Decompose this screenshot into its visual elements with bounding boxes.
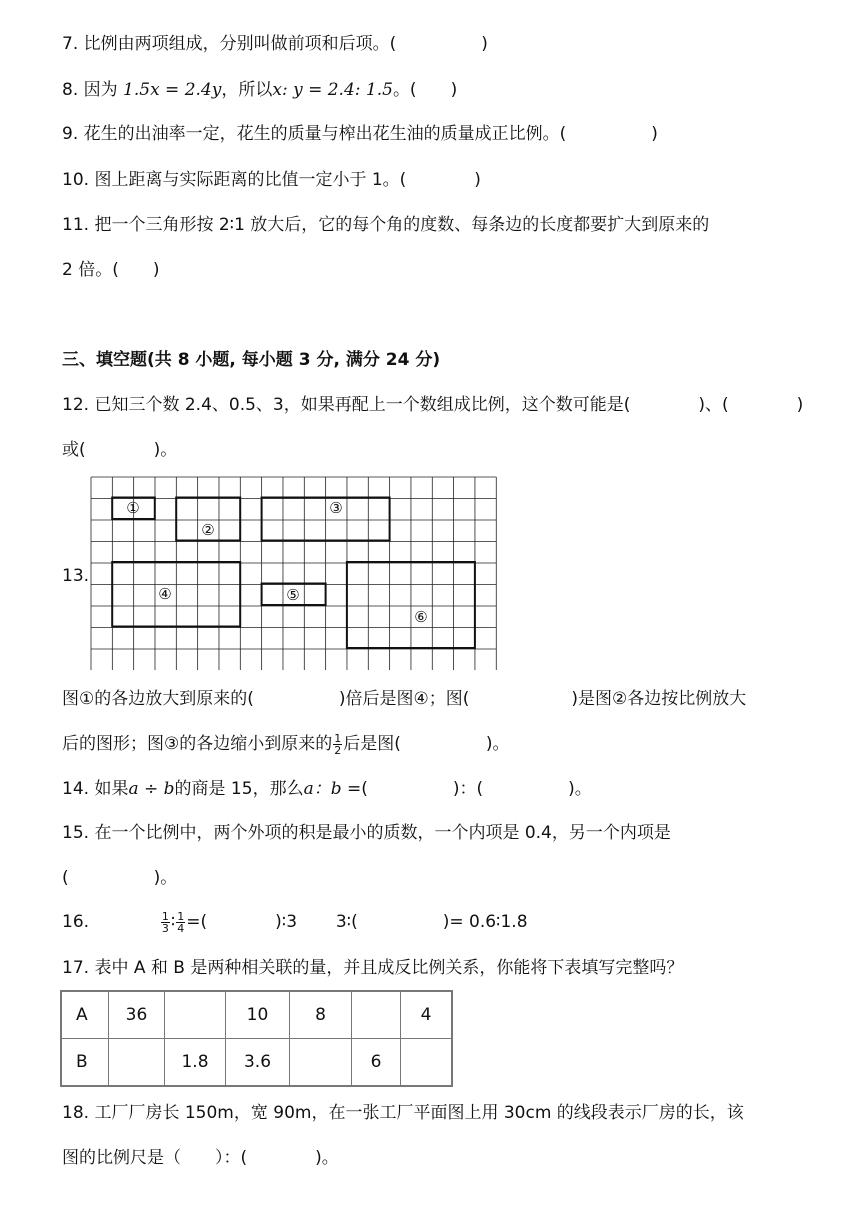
fraction-one-quarter: [176, 911, 185, 934]
question-17: 17. 表中 A 和 B 是两种相关联的量，并且成反比例关系，你能将下表填写完整吗？: [62, 958, 684, 978]
table-cell: B: [61, 1039, 109, 1087]
frac-num: 1: [161, 909, 169, 923]
section-heading: 三、填空题(共 8 小题, 每小题 3 分, 满分 24 分): [62, 350, 441, 370]
table-row-a: [61, 991, 452, 1039]
question-15-line1: 15. 在一个比例中，两个外项的积是最小的质数，一个内项是 0.4，另一个内项是: [62, 823, 671, 843]
question-9: 9. 花生的出油率一定，花生的质量与榨出花生油的质量成正比例。( ): [62, 124, 658, 144]
fraction-one-half: [333, 733, 342, 756]
table-cell: 36: [109, 991, 165, 1039]
question-13-text2: [62, 732, 510, 756]
label-1: ①: [126, 499, 140, 517]
question-13-text1: 图①的各边放大到原来的( )倍后是图④；图( )是图②各边按比例放大: [62, 689, 747, 709]
q16-part1: =( )∶3: [186, 912, 298, 932]
question-18-line1: 18. 工厂厂房长 150m，宽 90m，在一张工厂平面图上用 30cm 的线段表示厂房的长，该: [62, 1103, 744, 1123]
label-4: ④: [158, 585, 172, 603]
q8-ratio: x: y = 2.4: 1.5: [272, 80, 393, 100]
table-cell: 10: [226, 991, 290, 1039]
table-cell: [109, 1039, 165, 1087]
q13-text2-b: 后是图( )。: [343, 734, 510, 754]
question-11-line1: 11. 把一个三角形按 2∶1 放大后，它的每个角的度数、每条边的长度都要扩大到原来的: [62, 215, 710, 235]
q14-prefix: 14. 如果: [62, 779, 129, 799]
q14-ratio: a：b =: [303, 779, 362, 799]
fraction-one-third: [161, 911, 170, 934]
table-cell: [401, 1039, 453, 1087]
table-cell: A: [61, 991, 109, 1039]
table-cell: [290, 1039, 352, 1087]
label-5: ⑤: [286, 586, 300, 604]
table-cell: 6: [352, 1039, 401, 1087]
label-3: ③: [329, 499, 343, 517]
frac-den: 2: [334, 743, 342, 757]
frac-num: 1: [334, 731, 342, 745]
ab-table: [60, 990, 453, 1087]
q16-label: 16.: [62, 912, 90, 932]
question-13-label: 13.: [62, 566, 90, 586]
question-15-line2: ( )。: [62, 868, 178, 888]
frac-den: 4: [177, 921, 185, 935]
question-18-line2: 图的比例尺是（ ）：( )。: [62, 1148, 339, 1168]
table-cell: [165, 991, 226, 1039]
q13-text2-a: 后的图形；图③的各边缩小到原来的: [62, 734, 333, 754]
table-row-b: [61, 1039, 452, 1087]
label-6: ⑥: [414, 608, 428, 626]
frac-den: 3: [161, 921, 169, 935]
question-16: [62, 910, 528, 934]
table-cell: 4: [401, 991, 453, 1039]
grid-figure: [90, 476, 500, 670]
table-cell: 8: [290, 991, 352, 1039]
question-8: [62, 78, 457, 102]
label-2: ②: [201, 521, 215, 539]
question-11-line2: 2 倍。( ): [62, 260, 160, 280]
table-cell: 1.8: [165, 1039, 226, 1087]
q8-prefix: 8. 因为: [62, 80, 124, 100]
q8-suffix: 。( ): [392, 80, 458, 100]
q16-colon: ∶: [170, 912, 176, 932]
q8-equation: 1.5x = 2.4y: [123, 80, 222, 100]
table-cell: [352, 991, 401, 1039]
q8-mid: ，所以: [221, 80, 273, 100]
question-14: [62, 777, 592, 801]
question-7: 7. 比例由两项组成，分别叫做前项和后项。( ): [62, 34, 488, 54]
question-12-line2: 或( )。: [62, 440, 178, 460]
frac-num: 1: [177, 909, 185, 923]
q16-part2: 3∶( )= 0.6∶1.8: [335, 912, 528, 932]
q14-suffix: ( )：( )。: [361, 779, 592, 799]
question-12-line1: 12. 已知三个数 2.4、0.5、3，如果再配上一个数组成比例，这个数可能是( )、( ): [62, 395, 804, 415]
q14-mid: 的商是 15，那么: [174, 779, 304, 799]
q14-division: a ÷ b: [128, 779, 175, 799]
question-10: 10. 图上距离与实际距离的比值一定小于 1。( ): [62, 170, 481, 190]
table-cell: 3.6: [226, 1039, 290, 1087]
